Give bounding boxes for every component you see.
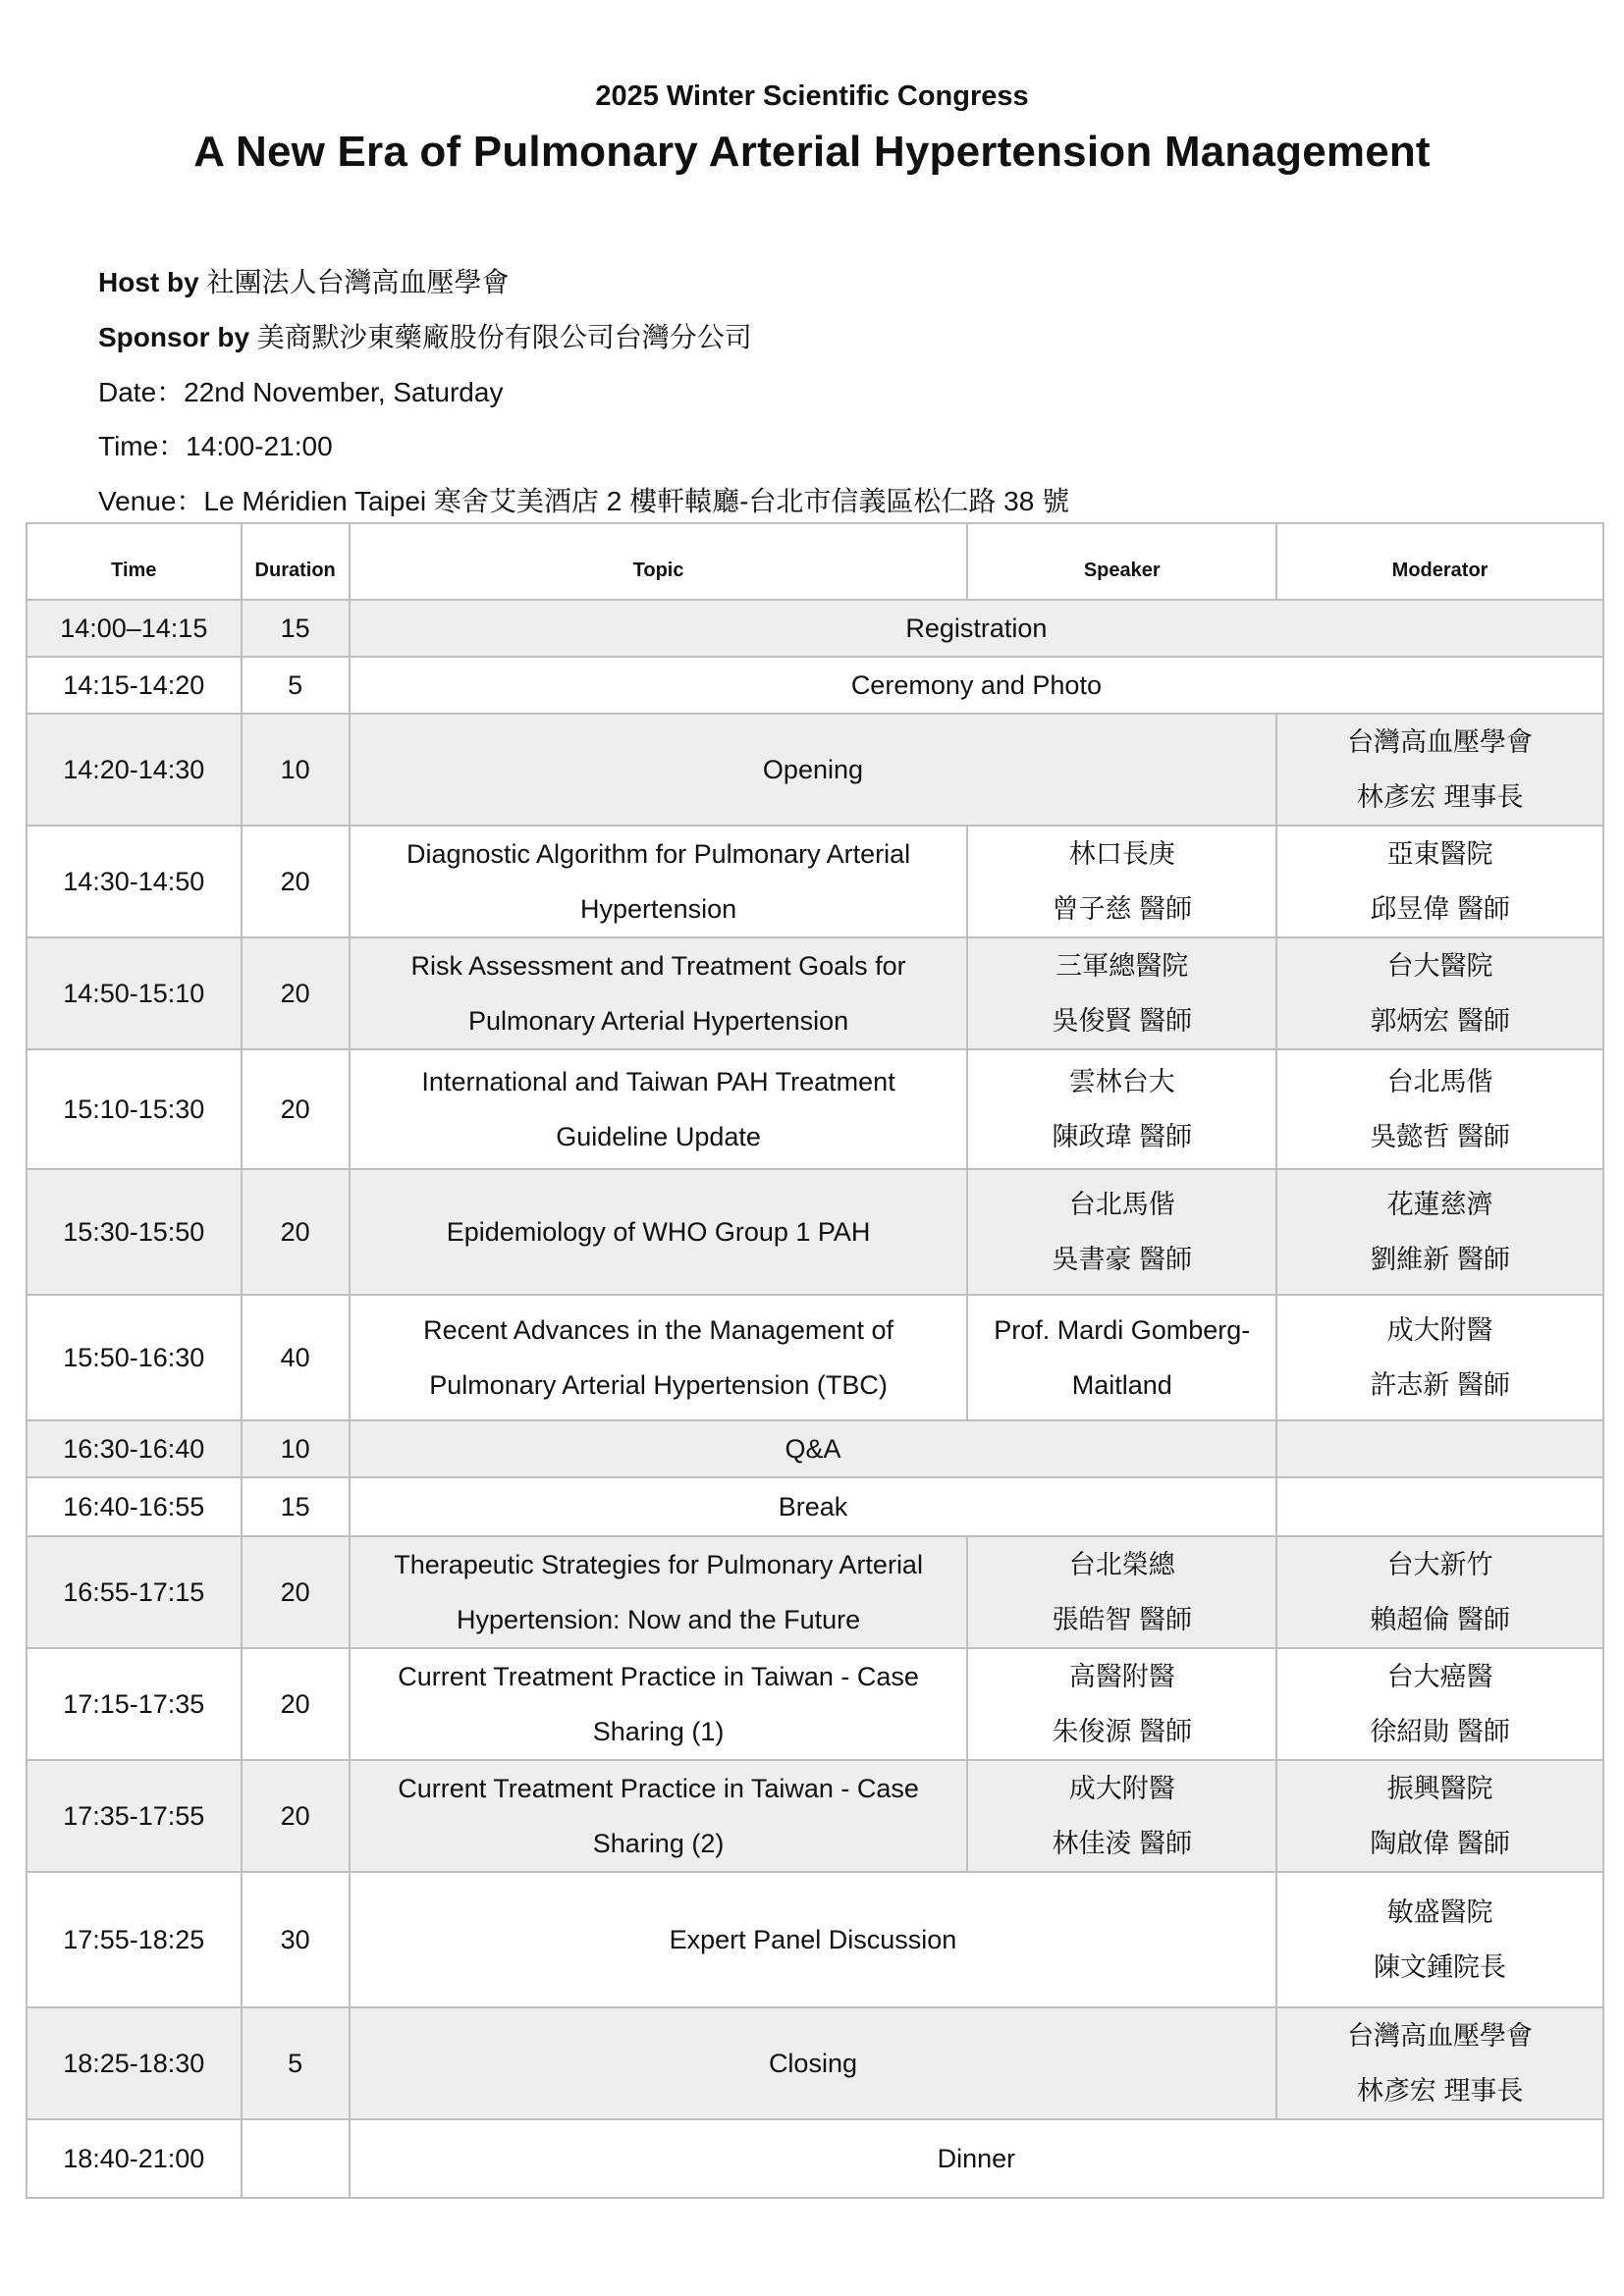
cell-duration: 40 <box>242 1295 350 1420</box>
speaker-person: 林佳淩 醫師 <box>1052 1829 1192 1858</box>
moderator-org: 台北馬偕 <box>1386 1067 1493 1096</box>
cell-duration: 20 <box>242 937 350 1049</box>
cell-time: 15:50-16:30 <box>27 1295 242 1420</box>
cell-time: 14:20-14:30 <box>27 714 242 826</box>
header-duration: Duration <box>242 523 350 600</box>
topic-line: Risk Assessment and Treatment Goals for <box>410 951 906 981</box>
table-row <box>27 2119 1603 2198</box>
table-row <box>27 600 1603 657</box>
cell-topic: Dinner <box>350 2119 1603 2198</box>
topic-line: Diagnostic Algorithm for Pulmonary Arterial <box>406 839 911 869</box>
host-label: Host by <box>98 267 199 297</box>
cell-time: 18:40-21:00 <box>27 2119 242 2198</box>
cell-duration: 5 <box>242 657 350 714</box>
speaker-org: 台北馬偕 <box>1068 1190 1175 1219</box>
moderator-person: 林彥宏 理事長 <box>1356 782 1524 812</box>
moderator-org: 台灣高血壓學會 <box>1347 727 1534 757</box>
cell-topic: Q&A <box>350 1420 1276 1477</box>
cell-moderator <box>1276 714 1603 826</box>
speaker-person: 張皓智 醫師 <box>1052 1605 1192 1634</box>
cell-time: 14:15-14:20 <box>27 657 242 714</box>
cell-speaker <box>967 937 1276 1049</box>
cell-duration <box>242 2119 350 2198</box>
moderator-person: 賴超倫 醫師 <box>1370 1605 1510 1634</box>
table-row <box>27 1760 1603 1872</box>
table-row <box>27 1477 1603 1536</box>
cell-moderator <box>1276 1169 1603 1295</box>
cell-duration: 5 <box>242 2007 350 2119</box>
time-line: Time：14:00-21:00 <box>98 431 333 461</box>
cell-speaker <box>967 826 1276 937</box>
table-row <box>27 2007 1603 2119</box>
sponsor-line <box>98 316 752 355</box>
speaker-org: 林口長庚 <box>1068 839 1175 869</box>
cell-moderator <box>1276 1648 1603 1760</box>
topic-line: Current Treatment Practice in Taiwan - Case <box>398 1662 919 1691</box>
cell-time: 15:10-15:30 <box>27 1049 242 1169</box>
host-value: 社團法人台灣高血壓學會 <box>206 267 510 297</box>
moderator-person: 邱昱偉 醫師 <box>1370 894 1510 924</box>
speaker-org: 成大附醫 <box>1068 1774 1175 1803</box>
cell-time: 17:35-17:55 <box>27 1760 242 1872</box>
moderator-person: 郭炳宏 醫師 <box>1370 1006 1510 1036</box>
moderator-person: 吳懿哲 醫師 <box>1370 1122 1510 1151</box>
cell-time: 16:30-16:40 <box>27 1420 242 1477</box>
table-row <box>27 1648 1603 1760</box>
moderator-person: 陳文鍾院長 <box>1374 1952 1507 1982</box>
moderator-person: 林彥宏 理事長 <box>1356 2076 1524 2106</box>
table-row <box>27 1295 1603 1420</box>
cell-speaker <box>967 1049 1276 1169</box>
moderator-org: 成大附醫 <box>1386 1315 1493 1345</box>
moderator-org: 振興醫院 <box>1386 1774 1493 1803</box>
topic-line: Hypertension <box>580 894 737 924</box>
venue-line: Venue：Le Méridien Taipei 寒舍艾美酒店 2 樓軒轅廳-台北市信義區松仁路 38 號 <box>98 486 1070 516</box>
topic-line: Recent Advances in the Management of <box>423 1315 893 1345</box>
topic-line: Pulmonary Arterial Hypertension (TBC) <box>429 1370 888 1400</box>
table-row <box>27 1420 1603 1477</box>
cell-time: 16:55-17:15 <box>27 1536 242 1648</box>
cell-moderator <box>1276 1536 1603 1648</box>
topic-line: Guideline Update <box>556 1122 761 1151</box>
cell-speaker <box>967 1648 1276 1760</box>
cell-topic <box>350 826 968 937</box>
cell-moderator <box>1276 1477 1603 1536</box>
cell-duration: 10 <box>242 714 350 826</box>
cell-topic <box>350 1049 968 1169</box>
cell-duration: 20 <box>242 1169 350 1295</box>
speaker-person: 朱俊源 醫師 <box>1052 1717 1192 1746</box>
cell-topic <box>350 1295 968 1420</box>
agenda-table <box>26 522 1604 2199</box>
cell-topic: Registration <box>350 600 1603 657</box>
sponsor-label: Sponsor by <box>98 322 250 352</box>
topic-line: Sharing (2) <box>592 1829 725 1858</box>
cell-moderator <box>1276 1420 1603 1477</box>
cell-moderator <box>1276 2007 1603 2119</box>
moderator-person: 許志新 醫師 <box>1370 1370 1510 1400</box>
speaker-org: 台北榮總 <box>1068 1550 1175 1579</box>
table-row <box>27 826 1603 937</box>
sponsor-value: 美商默沙東藥廠股份有限公司台灣分公司 <box>256 322 752 352</box>
cell-duration: 10 <box>242 1420 350 1477</box>
table-row <box>27 1169 1603 1295</box>
cell-topic <box>350 1536 968 1648</box>
cell-duration: 15 <box>242 1477 350 1536</box>
speaker-line: Maitland <box>1071 1370 1172 1400</box>
cell-time: 17:55-18:25 <box>27 1872 242 2007</box>
speaker-line: Prof. Mardi Gomberg- <box>994 1315 1251 1345</box>
moderator-person: 徐紹勛 醫師 <box>1370 1717 1510 1746</box>
table-row <box>27 1536 1603 1648</box>
table-row <box>27 1049 1603 1169</box>
cell-topic <box>350 1648 968 1760</box>
cell-duration: 20 <box>242 1648 350 1760</box>
cell-topic: Opening <box>350 714 1276 826</box>
table-row <box>27 937 1603 1049</box>
cell-duration: 20 <box>242 1049 350 1169</box>
date-line: Date：22nd November, Saturday <box>98 377 504 407</box>
cell-duration: 20 <box>242 1536 350 1648</box>
cell-time: 14:30-14:50 <box>27 826 242 937</box>
cell-time: 18:25-18:30 <box>27 2007 242 2119</box>
cell-topic <box>350 937 968 1049</box>
moderator-org: 台大癌醫 <box>1386 1662 1493 1691</box>
topic-line: Hypertension: Now and the Future <box>456 1605 861 1634</box>
cell-time: 17:15-17:35 <box>27 1648 242 1760</box>
cell-time: 15:30-15:50 <box>27 1169 242 1295</box>
cell-duration: 30 <box>242 1872 350 2007</box>
cell-duration: 15 <box>242 600 350 657</box>
topic-line: Therapeutic Strategies for Pulmonary Arterial <box>394 1550 923 1579</box>
cell-topic: Ceremony and Photo <box>350 657 1603 714</box>
moderator-person: 劉維新 醫師 <box>1370 1245 1510 1274</box>
header-moderator: Moderator <box>1276 523 1603 600</box>
topic-line: Sharing (1) <box>592 1717 725 1746</box>
cell-moderator <box>1276 1872 1603 2007</box>
cell-topic: Break <box>350 1477 1276 1536</box>
moderator-person: 陶啟偉 醫師 <box>1370 1829 1510 1858</box>
cell-time: 14:00–14:15 <box>27 600 242 657</box>
cell-duration: 20 <box>242 1760 350 1872</box>
cell-moderator <box>1276 937 1603 1049</box>
table-row <box>27 657 1603 714</box>
cell-moderator <box>1276 1295 1603 1420</box>
cell-time: 14:50-15:10 <box>27 937 242 1049</box>
cell-time: 16:40-16:55 <box>27 1477 242 1536</box>
header-time: Time <box>27 523 242 600</box>
cell-moderator <box>1276 1760 1603 1872</box>
topic-line: Pulmonary Arterial Hypertension <box>467 1006 849 1036</box>
speaker-person: 曾子慈 醫師 <box>1052 894 1192 924</box>
host-line <box>98 261 509 300</box>
table-row <box>27 1872 1603 2007</box>
congress-subtitle: 2025 Winter Scientific Congress <box>595 80 1029 112</box>
moderator-org: 敏盛醫院 <box>1386 1897 1493 1927</box>
cell-topic: Closing <box>350 2007 1276 2119</box>
speaker-org: 雲林台大 <box>1068 1067 1175 1096</box>
speaker-org: 高醫附醫 <box>1068 1662 1175 1691</box>
moderator-org: 花蓮慈濟 <box>1386 1190 1493 1219</box>
moderator-org: 台大新竹 <box>1386 1550 1493 1579</box>
cell-speaker <box>967 1295 1276 1420</box>
table-row <box>27 714 1603 826</box>
topic-line: International and Taiwan PAH Treatment <box>421 1067 895 1096</box>
header-speaker: Speaker <box>967 523 1276 600</box>
cell-duration: 20 <box>242 826 350 937</box>
cell-speaker <box>967 1169 1276 1295</box>
speaker-person: 陳政瑋 醫師 <box>1052 1122 1192 1151</box>
moderator-org: 台大醫院 <box>1386 951 1493 981</box>
cell-topic <box>350 1760 968 1872</box>
speaker-person: 吳俊賢 醫師 <box>1052 1006 1192 1036</box>
header-topic: Topic <box>350 523 968 600</box>
topic-line: Current Treatment Practice in Taiwan - Case <box>398 1774 919 1803</box>
cell-speaker <box>967 1760 1276 1872</box>
table-header-row <box>27 523 1603 600</box>
moderator-org: 台灣高血壓學會 <box>1347 2021 1534 2051</box>
page-title: A New Era of Pulmonary Arterial Hypertension Management <box>193 128 1431 176</box>
cell-speaker <box>967 1536 1276 1648</box>
moderator-org: 亞東醫院 <box>1386 839 1493 869</box>
speaker-org: 三軍總醫院 <box>1056 951 1189 981</box>
cell-moderator <box>1276 826 1603 937</box>
cell-moderator <box>1276 1049 1603 1169</box>
speaker-person: 吳書豪 醫師 <box>1052 1245 1192 1274</box>
cell-topic: Epidemiology of WHO Group 1 PAH <box>350 1169 968 1295</box>
cell-topic: Expert Panel Discussion <box>350 1872 1276 2007</box>
